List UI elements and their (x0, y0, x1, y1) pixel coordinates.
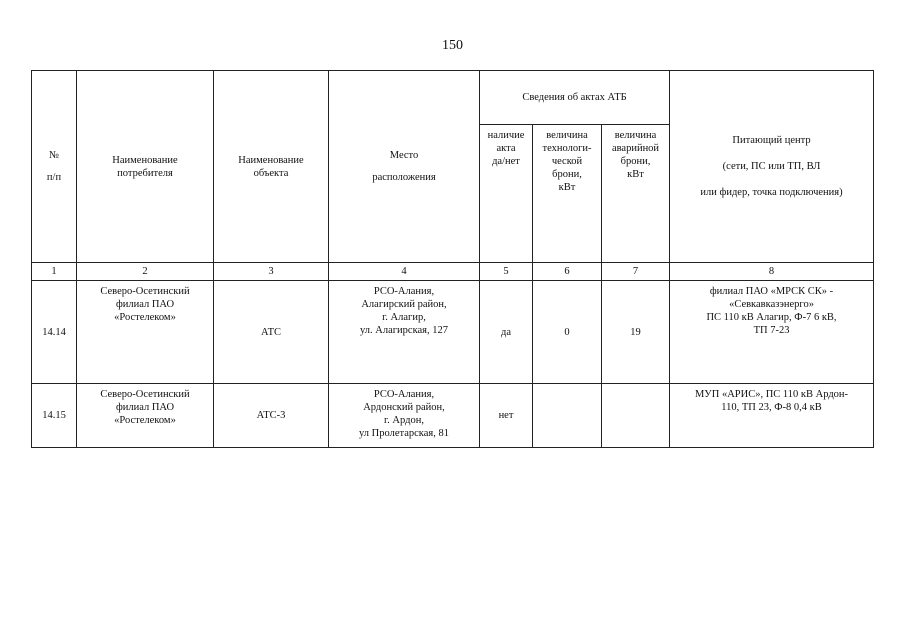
header-act: наличие акта да/нет (480, 125, 533, 263)
header-emergency-reserve: величина аварийной брони, кВт (602, 125, 670, 263)
row-emergency-reserve (602, 384, 670, 448)
row-tech-reserve (533, 384, 602, 448)
row-object: АТС-3 (214, 384, 329, 448)
column-number: 5 (480, 263, 533, 281)
column-number: 6 (533, 263, 602, 281)
header-num: № п/п (32, 71, 77, 263)
row-num: 14.15 (32, 384, 77, 448)
row-act: да (480, 281, 533, 384)
table-row (32, 384, 874, 448)
row-num: 14.14 (32, 281, 77, 384)
header-object: Наименование объекта (214, 71, 329, 263)
row-tech-reserve: 0 (533, 281, 602, 384)
page-number: 150 (442, 38, 463, 53)
row-emergency-reserve: 19 (602, 281, 670, 384)
row-supply: МУП «АРИС», ПС 110 кВ Ардон- 110, ТП 23, Ф-8 0,4 кВ (670, 384, 874, 448)
column-number: 3 (214, 263, 329, 281)
row-location: РСО-Алания, Алагирский район, г. Алагир, ул. Алагирская, 127 (329, 281, 480, 384)
row-location: РСО-Алания, Ардонский район, г. Ардон, ул Пролетарская, 81 (329, 384, 480, 448)
column-number-row (32, 263, 874, 281)
header-location: Место расположения (329, 71, 480, 263)
row-supply: филиал ПАО «МРСК СК» - «Севкавказэнерго» ПС 110 кВ Алагир, Ф-7 6 кВ, ТП 7-23 (670, 281, 874, 384)
header-consumer: Наименование потребителя (77, 71, 214, 263)
column-number: 7 (602, 263, 670, 281)
table-row (32, 281, 874, 384)
column-number: 1 (32, 263, 77, 281)
header-tech-reserve: величина технологи- ческой брони, кВт (533, 125, 602, 263)
row-object: АТС (214, 281, 329, 384)
atb-table (31, 70, 874, 448)
column-number: 8 (670, 263, 874, 281)
column-number: 4 (329, 263, 480, 281)
header-atb-group: Сведения об актах АТБ (480, 71, 670, 125)
column-number: 2 (77, 263, 214, 281)
row-consumer: Северо-Осетинский филиал ПАО «Ростелеком» (77, 384, 214, 448)
row-act: нет (480, 384, 533, 448)
row-consumer: Северо-Осетинский филиал ПАО «Ростелеком» (77, 281, 214, 384)
header-supply: Питающий центр (сети, ПС или ТП, ВЛ или фидер, точка подключения) (670, 71, 874, 263)
